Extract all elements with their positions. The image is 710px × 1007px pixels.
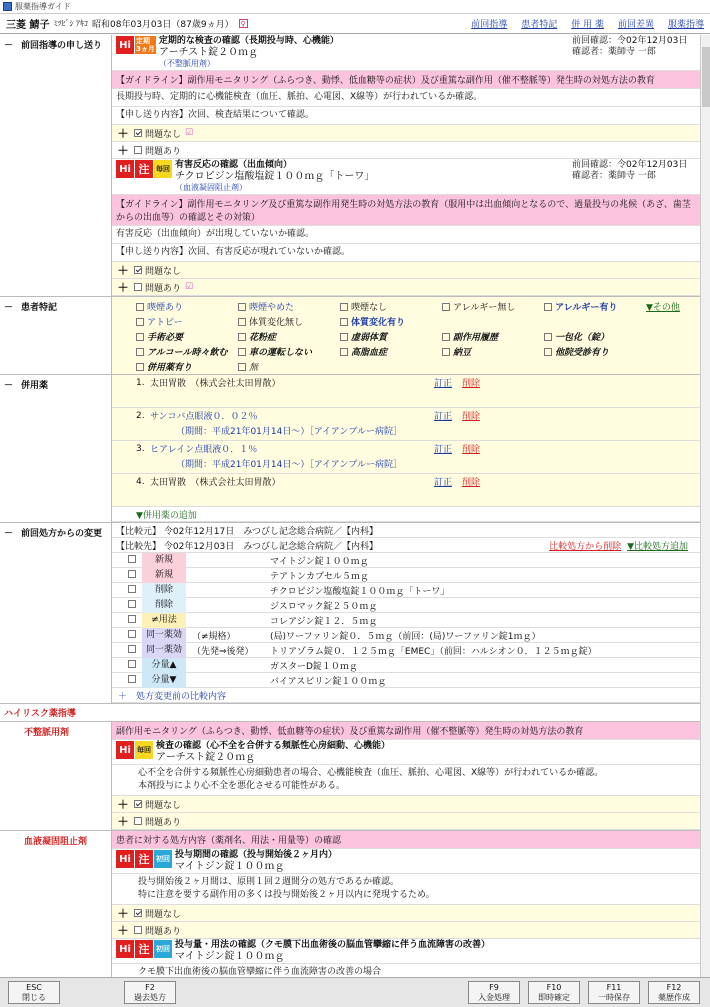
edit-link[interactable]: 訂正 [433,412,452,422]
check-text: 投与開始後２ヶ月間は、原則１回２週間分の処方であるか確認。 特に注意を要する副作用の多くは投与開始後２ヶ月以内に発現するため。 [112,874,700,905]
check-text: 有害反応（出血傾向）が出現していないか確認。 [112,226,700,244]
add-concomitant-link[interactable]: ▼併用薬の追加 [136,510,197,521]
concomitant-item: 4. 太田胃散 （株式会社太田胃散） 訂正 削除 [112,474,700,507]
freq-badge: 初回 [154,850,172,868]
group-label: 血液凝固阻止剤 [0,831,112,977]
prev-item-2 [112,159,700,195]
header-links [471,17,710,30]
checkbox[interactable] [134,129,142,137]
hi-badge: Hi [116,850,134,868]
compare-target: 【比較先】 令02年12月03日 みつびし記念総合病院／【内科】 比較処方から削除 ▼比較処方追加 [112,538,700,553]
section-label: － 患者特記 [0,297,112,374]
confirm-date: 前回確認：令02年12月03日 [572,36,688,46]
link-prev-diff[interactable]: 前回差異 [617,20,654,30]
guideline: 【ガイドライン】副作用モニタリング（ふらつき、動悸、低血糖等の症状）及び重篤な副作用（催不整脈等）発生時の対処方法の教育 [112,71,700,89]
vertical-scrollbar[interactable] [700,35,710,977]
window-title: 服薬指導ガイド [15,2,71,11]
patient-name: 三菱 鯖子 [6,20,50,31]
confirm-date: 前回確認：令02年12月03日 [572,160,688,170]
check-title: 定期的な検査の確認（長期投与時、心機能） [158,36,339,46]
patient-header [0,14,710,34]
create-history-button[interactable]: F12 薬歴作成 [648,981,700,1004]
highrisk-item [112,740,700,765]
delete-link[interactable]: 削除 [461,478,480,488]
note-item[interactable]: 納豆 [442,344,544,359]
section-label: － 前回指導の申し送り [0,35,112,296]
med-period: （期間：平成21年01月14日～）［アイアンブルー病院］ [176,427,403,437]
note-item[interactable]: アレルギー無し [442,299,544,314]
med-name: 太田胃散 （株式会社太田胃散） [150,379,281,389]
change-row[interactable]: 同一薬効 （先発⇒後発） トリアゾラム錠０．１２５ｍｇ「EMEC」（前回：ハルシオン０．１２５ｍｇ錠） [112,643,700,658]
note-item[interactable]: 高脂血症 [340,344,442,359]
section-changes [0,523,700,704]
delete-link[interactable]: 削除 [461,445,480,455]
guideline: 患者に対する処方内容（薬剤名、用法・用量等）の確認 [112,831,700,849]
hi-badge: Hi [116,940,134,958]
highrisk-group-1 [0,722,700,831]
check-title: 投与量・用法の確認（クモ膜下出血術後の脳血管攣縮に伴う血流障害の改善） [175,940,491,950]
note-item[interactable]: アルコール時々飲む [136,344,238,359]
note-item[interactable]: 副作用履歴 [442,329,544,344]
check-mark-icon: ☑ [185,282,194,292]
note-item[interactable]: 花粉症 [238,329,340,344]
female-icon: ♀ [240,20,246,28]
check-problem[interactable]: ＋ 問題あり ☑ [112,279,700,296]
check-title: 投与期間の確認（投与開始後２ヶ月内） [175,850,338,860]
note-item[interactable]: アレルギー有り [544,299,646,314]
check-problem[interactable]: ＋ 問題あり [112,142,700,159]
group-label: 不整脈用剤 [0,722,112,830]
change-row[interactable]: 同一薬効 （≠規格） (局)ワーファリン錠０．５ｍｇ（前回：(局)ワーファリン錠1ｍｇ） [112,628,700,643]
note-item[interactable]: 体質変化無し [238,314,340,329]
change-row[interactable]: 新規 テアトンカプセル５ｍｇ [112,568,700,583]
section-concomitant [0,375,700,523]
highrisk-title: ハイリスク薬指導 [0,704,700,722]
caution-badge: 注 [135,940,153,958]
expand-before-change[interactable]: ＋ 処方変更前の比較内容 [118,691,227,702]
change-row[interactable]: 削除 ジスロマック錠２５０ｍｇ [112,598,700,613]
med-name: サンコバ点眼液０．０２％ [150,412,258,422]
hi-badge: Hi [116,36,134,54]
confirmer: 確認者：薬師寺 一郎 [572,171,656,181]
check-problem[interactable]: ＋ 問題あり [112,813,700,830]
handover-text: 【申し送り内容】次回、有害反応が現れていないか確認。 [112,244,700,262]
concomitant-item: 2. サンコバ点眼液０．０２％ 訂正 削除 （期間：平成21年01月14日～）［アイアンブルー病院］ [112,408,700,441]
drug-name: アーチスト錠２０ｍｇ [156,752,256,763]
caution-badge: 注 [135,850,153,868]
check-title: 検査の確認（心不全を合併する頻脈性心房細動、心機能） [156,741,391,751]
check-problem[interactable]: ＋ 問題あり [112,922,700,939]
handover-text: 【申し送り内容】次回、検査結果について確認。 [112,107,700,125]
note-item[interactable]: 喫煙あり [136,299,238,314]
hi-badge: Hi [116,160,134,178]
check-text: 心不全を合併する頻脈性心房細動患者の場合、心機能検査（血圧、脈拍、心電図、X線等）が行われているか確認。 本剤投与により心不全を悪化させる可能性がある。 [112,765,700,796]
edit-link[interactable]: 訂正 [433,379,452,389]
section-label: － 併用薬 [0,375,112,522]
change-row[interactable]: ≠用法 コレアジン錠１２．５ｍｇ [112,613,700,628]
med-name: 太田胃散 （株式会社太田胃散） [150,478,281,488]
guideline: 副作用モニタリング（ふらつき、動悸、低血糖等の症状）及び重篤な副作用（催不整脈等）発生時の対処方法の教育 [112,722,700,740]
app-icon [3,2,12,11]
scroll-thumb[interactable] [702,47,710,107]
confirmer: 確認者：薬師寺 一郎 [572,47,656,57]
concomitant-item: 1. 太田胃散 （株式会社太田胃散） 訂正 削除 [112,375,700,408]
link-concomitant[interactable]: 併 用 薬 [571,20,604,30]
compare-base: 【比較元】 令02年12月17日 みつびし記念総合病院／【内科】 [112,523,700,538]
note-item[interactable]: 併用薬有り [136,359,238,374]
check-no-problem[interactable]: ＋ 問題なし ☑ [112,125,700,142]
add-compare-link[interactable]: ▼比較処方追加 [627,541,688,552]
hi-badge: Hi [116,741,134,759]
checkbox[interactable] [134,146,142,154]
freq-badge: 毎回 [135,741,153,759]
link-guidance[interactable]: 服薬指導 [667,20,704,30]
highrisk-group-2 [0,831,700,977]
remove-compare-link[interactable]: 比較処方から削除 [549,541,622,552]
check-no-problem[interactable]: ＋ 問題なし [112,262,700,279]
check-no-problem[interactable]: ＋ 問題なし [112,796,700,813]
edit-link[interactable]: 訂正 [433,445,452,455]
med-name: ヒアレイン点眼液０．１％ [150,445,258,455]
freq-badge: 初回 [154,940,172,958]
concomitant-item: 3. ヒアレイン点眼液０．１％ 訂正 削除 （期間：平成21年01月14日～）［アイアンブルー病院］ [112,441,700,474]
highrisk-item [112,939,700,964]
prev-item-1 [112,35,700,71]
highrisk-item [112,849,700,874]
main-content [0,35,700,977]
guideline: 【ガイドライン】副作用モニタリング及び重篤な副作用発生時の対処方法の教育（服用中は出血傾向となるので、過量投与の兆候（あざ、歯茎からの出血等）の確認とその対策） [112,195,700,226]
check-mark-icon: ☑ [185,128,194,138]
note-item[interactable]: 虚弱体質 [340,329,442,344]
past-prescription-button[interactable]: F2 過去処方 [124,981,176,1004]
checkbox[interactable] [134,283,142,291]
note-item[interactable]: 手術必要 [136,329,238,344]
caution-badge: 注 [135,160,153,178]
section-prev-guidance [0,35,700,297]
freq-badge: 毎回 [154,160,172,178]
note-item[interactable]: 他院受診有り [544,344,646,359]
drug-category: （不整脈用剤） [158,59,215,68]
function-key-bar [0,977,710,1007]
patient-kana: ﾐﾂﾋﾞｼ ｱｷｺ [53,19,89,28]
patient-dob: 昭和08年03月03日（87歳9ヵ月） [92,20,234,30]
section-patient-notes [0,297,700,375]
drug-name: チクロピジン塩酸塩錠１００ｍｇ「トーワ」 [175,171,375,182]
delete-link[interactable]: 削除 [461,379,480,389]
note-item[interactable]: 無 [238,359,340,374]
change-row[interactable]: 分量▲ ガスターD錠１０ｍｇ [112,658,700,673]
drug-category: （血液凝固阻止剤） [175,183,247,192]
title-bar [0,0,710,14]
section-label: － 前回処方からの変更 [0,523,112,703]
change-row[interactable]: 削除 チクロピジン塩酸塩錠１００ｍｇ「トーワ」 [112,583,700,598]
med-period: （期間：平成21年01月14日～）［アイアンブルー病院］ [176,460,403,470]
change-row[interactable]: 分量▼ バイアスピリン錠１００ｍｇ [112,673,700,688]
note-item[interactable]: 喫煙なし [340,299,442,314]
drug-name: マイトジン錠１００ｍｇ [175,951,285,962]
drug-name: マイトジン錠１００ｍｇ [175,861,285,872]
other-link[interactable]: ▼その他 [646,303,680,313]
delete-link[interactable]: 削除 [461,412,480,422]
note-item[interactable]: 喫煙やめた [238,299,340,314]
temp-save-button[interactable]: F11 一時保存 [588,981,640,1004]
edit-link[interactable]: 訂正 [433,478,452,488]
notes-grid [112,297,700,374]
note-item[interactable]: 車の運転しない [238,344,340,359]
payment-button[interactable]: F9 入金処理 [468,981,520,1004]
link-patient-notes[interactable]: 患者特記 [521,20,558,30]
check-text: 長期投与時、定期的に心機能検査（血圧、脈拍、心電図、X線等）が行われているか確認。 [112,89,700,107]
checkbox[interactable] [134,266,142,274]
note-item[interactable]: 体質変化有り [340,314,442,329]
close-button[interactable]: ESC 閉じる [8,981,60,1004]
confirm-button[interactable]: F10 即時確定 [528,981,580,1004]
check-no-problem[interactable]: ＋ 問題なし [112,905,700,922]
note-item[interactable]: 一包化（錠） [544,329,646,344]
change-row[interactable]: 新規 マイトジン錠１００ｍｇ [112,553,700,568]
note-item[interactable]: アトピー [136,314,238,329]
drug-name: アーチスト錠２０ｍｇ [158,47,259,58]
freq-badge: 定期 3ヵ月 [136,37,155,53]
link-prev-guidance[interactable]: 前回指導 [471,20,508,30]
check-title: 有害反応の確認（出血傾向） [175,160,293,170]
check-text: クモ膜下出血術後の脳血管攣縮に伴う血流障害の改善の場合 [112,964,700,977]
